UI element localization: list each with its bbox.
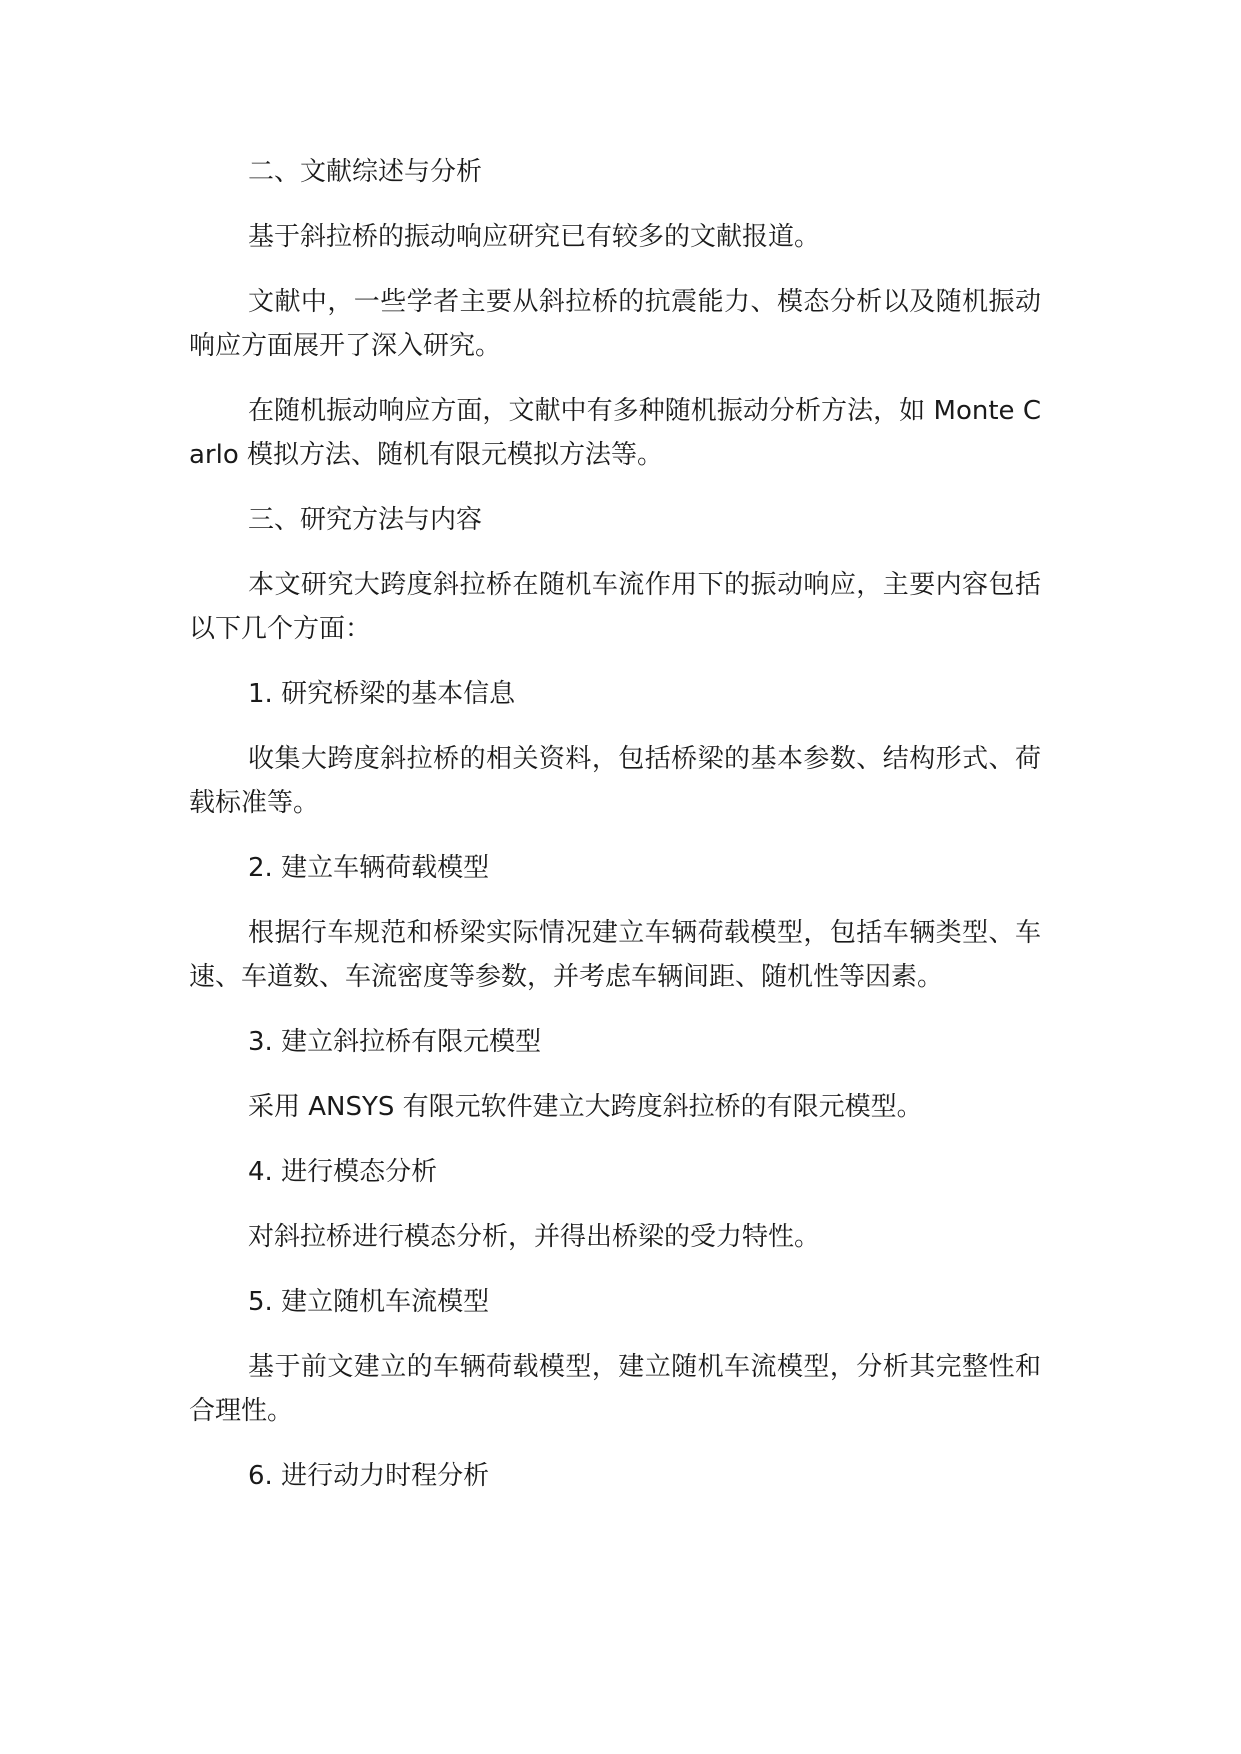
subsection-heading-6: 6. 进行动力时程分析 <box>248 1461 490 1491</box>
section-heading-methods: 三、研究方法与内容 <box>248 505 483 535</box>
subsection-heading-2: 2. 建立车辆荷载模型 <box>248 853 490 883</box>
paragraph: 基于前文建立的车辆荷载模型，建立随机车流模型，分析其完整性和合理性。 <box>189 1352 1041 1426</box>
paragraph: 本文研究大跨度斜拉桥在随机车流作用下的振动响应，主要内容包括以下几个方面： <box>189 570 1041 644</box>
paragraph: 根据行车规范和桥梁实际情况建立车辆荷载模型，包括车辆类型、车速、车道数、车流密度等参数，并考虑车辆间距、随机性等因素。 <box>189 918 1041 992</box>
paragraph: 采用 ANSYS 有限元软件建立大跨度斜拉桥的有限元模型。 <box>248 1092 923 1122</box>
paragraph: 对斜拉桥进行模态分析，并得出桥梁的受力特性。 <box>248 1222 821 1252</box>
subsection-heading-5: 5. 建立随机车流模型 <box>248 1287 490 1317</box>
document-page <box>189 150 1041 1519</box>
paragraph: 文献中，一些学者主要从斜拉桥的抗震能力、模态分析以及随机振动响应方面展开了深入研究。 <box>189 287 1041 361</box>
paragraph: 在随机振动响应方面，文献中有多种随机振动分析方法，如 Monte Carlo 模拟方法、随机有限元模拟方法等。 <box>189 396 1041 470</box>
subsection-heading-1: 1. 研究桥梁的基本信息 <box>248 679 516 709</box>
paragraph: 收集大跨度斜拉桥的相关资料，包括桥梁的基本参数、结构形式、荷载标准等。 <box>189 744 1041 818</box>
section-heading-literature-review: 二、文献综述与分析 <box>248 157 483 187</box>
subsection-heading-3: 3. 建立斜拉桥有限元模型 <box>248 1027 542 1057</box>
subsection-heading-4: 4. 进行模态分析 <box>248 1157 438 1187</box>
paragraph: 基于斜拉桥的振动响应研究已有较多的文献报道。 <box>248 222 821 252</box>
